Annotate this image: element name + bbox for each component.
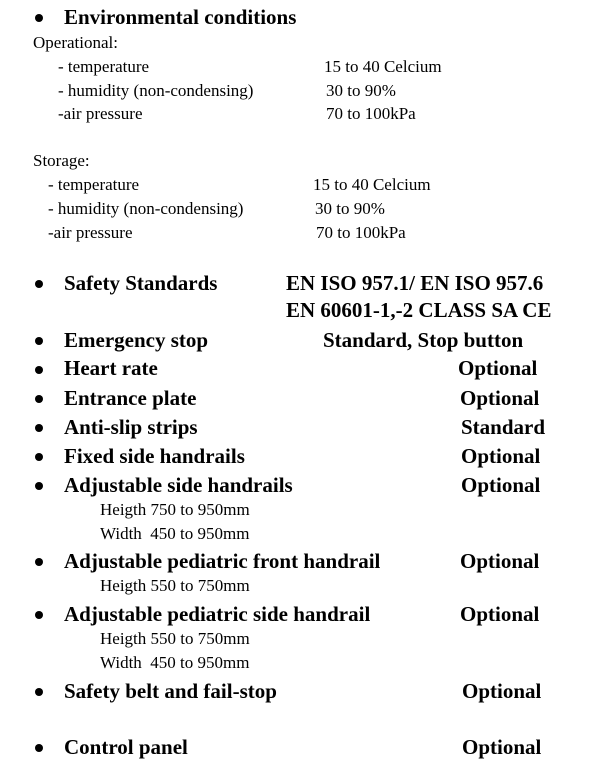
- bullet-icon: [35, 558, 43, 566]
- bullet-icon: [35, 366, 43, 374]
- bullet-icon: [35, 14, 43, 22]
- spec-value: Standard, Stop button: [323, 328, 524, 352]
- spec-value: Optional: [458, 356, 538, 380]
- operational-pressure-label: -air pressure: [58, 104, 143, 123]
- bullet-icon: [35, 744, 43, 752]
- spec-value: EN ISO 957.1/ EN ISO 957.6: [286, 271, 544, 295]
- spec-value: Standard: [461, 415, 546, 439]
- bullet-icon: [35, 611, 43, 619]
- spec-sub-detail: Heigth 550 to 750mm: [100, 576, 250, 595]
- storage-humidity-value: 30 to 90%: [315, 199, 385, 218]
- storage-label: Storage:: [33, 151, 90, 170]
- operational-temperature-label: - temperature: [58, 57, 150, 76]
- spec-value-secondary: EN 60601-1,-2 CLASS SA CE: [286, 298, 552, 322]
- storage-temperature-label: - temperature: [48, 175, 140, 194]
- storage-humidity-label: - humidity (non-condensing): [48, 199, 244, 218]
- spec-label: Fixed side handrails: [64, 444, 245, 468]
- spec-label: Control panel: [64, 735, 188, 759]
- storage-pressure-label: -air pressure: [48, 223, 133, 242]
- spec-sub-detail: Heigth 750 to 950mm: [100, 500, 250, 519]
- operational-label: Operational:: [33, 33, 118, 52]
- spec-value: Optional: [462, 679, 542, 703]
- spec-label: Heart rate: [64, 356, 158, 380]
- bullet-icon: [35, 337, 43, 345]
- spec-label: Emergency stop: [64, 328, 209, 352]
- spec-sub-detail: Heigth 550 to 750mm: [100, 629, 250, 648]
- bullet-icon: [35, 280, 43, 288]
- spec-value: Optional: [461, 444, 541, 468]
- operational-humidity-label: - humidity (non-condensing): [58, 81, 254, 100]
- section-heading-environmental: Environmental conditions: [64, 5, 297, 29]
- spec-value: Optional: [460, 602, 540, 626]
- spec-label: Adjustable side handrails: [64, 473, 293, 497]
- spec-value: Optional: [460, 386, 540, 410]
- spec-label: Safety belt and fail-stop: [64, 679, 277, 703]
- spec-value: Optional: [462, 735, 542, 759]
- operational-pressure-value: 70 to 100kPa: [326, 104, 416, 123]
- spec-value: Optional: [461, 473, 541, 497]
- storage-pressure-value: 70 to 100kPa: [316, 223, 406, 242]
- spec-value: Optional: [460, 549, 540, 573]
- spec-label: Entrance plate: [64, 386, 197, 410]
- bullet-icon: [35, 688, 43, 696]
- bullet-icon: [35, 395, 43, 403]
- bullet-icon: [35, 424, 43, 432]
- spec-label: Adjustable pediatric front handrail: [64, 549, 381, 573]
- storage-temperature-value: 15 to 40 Celcium: [313, 175, 431, 194]
- spec-sub-detail: Width 450 to 950mm: [100, 524, 250, 543]
- bullet-icon: [35, 482, 43, 490]
- operational-humidity-value: 30 to 90%: [326, 81, 396, 100]
- bullet-icon: [35, 453, 43, 461]
- spec-label: Adjustable pediatric side handrail: [64, 602, 371, 626]
- operational-temperature-value: 15 to 40 Celcium: [324, 57, 442, 76]
- spec-label: Anti-slip strips: [64, 415, 198, 439]
- spec-sub-detail: Width 450 to 950mm: [100, 653, 250, 672]
- spec-label: Safety Standards: [64, 271, 218, 295]
